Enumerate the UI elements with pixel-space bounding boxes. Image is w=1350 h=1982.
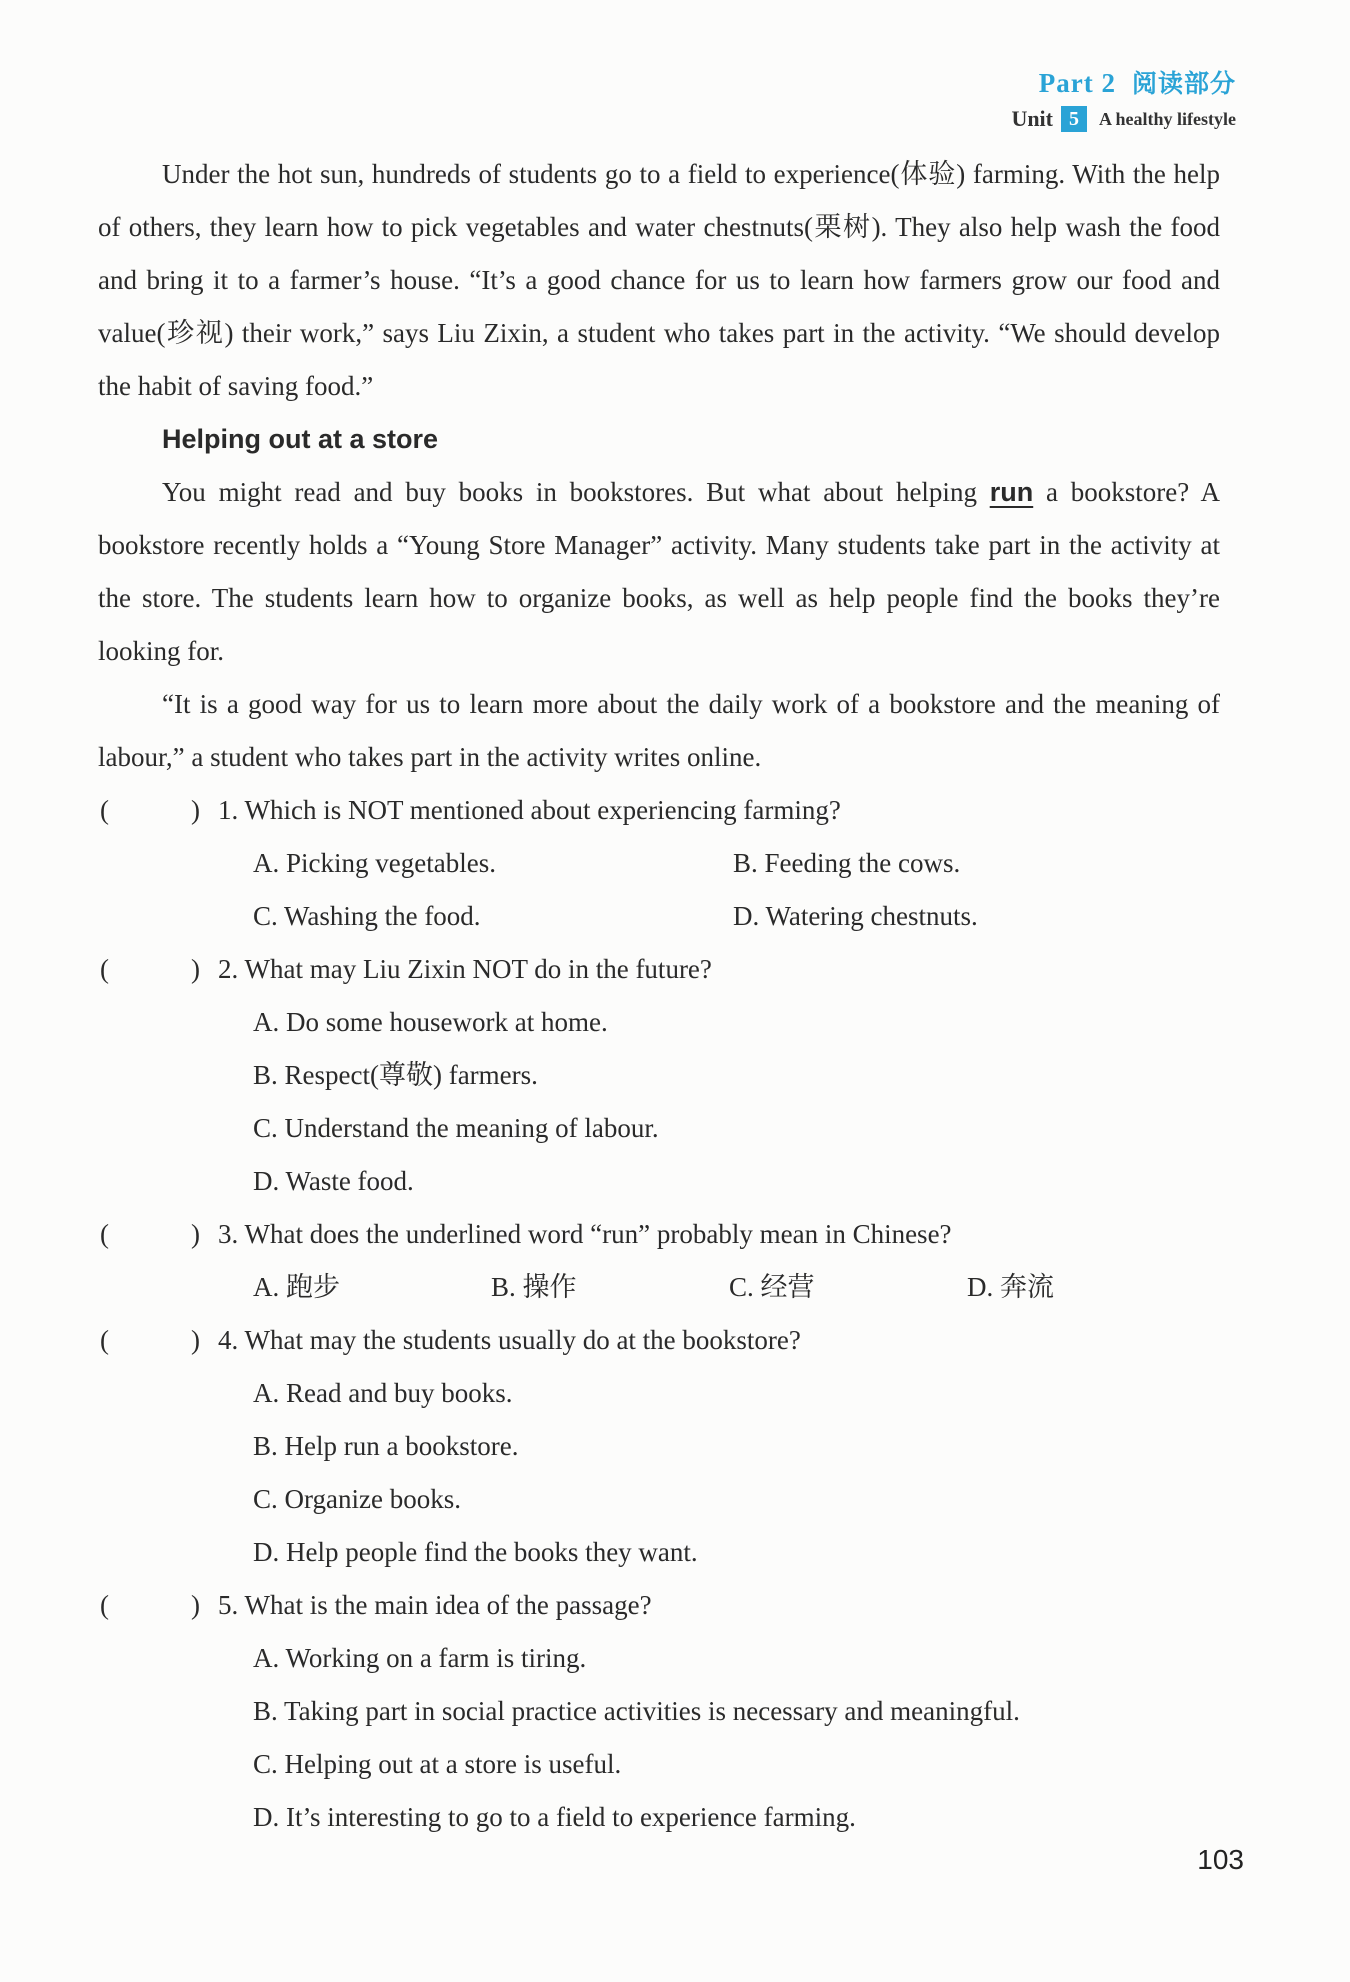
unit-heading	[1011, 106, 1236, 132]
option-b: B. Respect(尊敬) farmers.	[253, 1060, 538, 1090]
option-a: A. Picking vegetables.	[253, 848, 496, 878]
passage-subheading: Helping out at a store	[162, 424, 439, 454]
section-label-cn: 阅读部分	[1131, 69, 1236, 98]
option-c: C. Washing the food.	[253, 901, 481, 931]
passage-paragraph-2	[98, 466, 1220, 678]
paragraph-2-text-start: You might read and buy books in bookstores. But what about helping	[162, 477, 990, 507]
question-3	[98, 1208, 1220, 1314]
part-heading	[1039, 64, 1236, 100]
option-b: B. Help run a bookstore.	[253, 1431, 519, 1461]
question-1	[98, 784, 1220, 943]
answer-blank[interactable]: ( )	[100, 1325, 200, 1355]
question-stem: 3. What does the underlined word “run” probably mean in Chinese?	[218, 1219, 952, 1249]
page-number: 103	[1197, 1844, 1244, 1875]
unit-topic: A healthy lifestyle	[1099, 108, 1236, 129]
underlined-word: run	[989, 477, 1034, 507]
option-c: C. 经营	[729, 1272, 815, 1302]
passage-paragraph-3: “It is a good way for us to learn more about the daily work of a bookstore and the meaning of labour,” a student who takes part in the activity writes online.	[98, 689, 1220, 772]
paragraph-2-text-end: a bookstore? A bookstore recently holds a “Young Store Manager” activity. Many students take part in the activity at the store. The students learn how to organize books, as well as help people find the books they’re looking for.	[98, 477, 1220, 666]
question-stem: 5. What is the main idea of the passage?	[218, 1590, 652, 1620]
option-b: B. Feeding the cows.	[733, 848, 961, 878]
option-b: B. 操作	[491, 1272, 577, 1302]
reading-passage	[98, 148, 1220, 784]
option-a: A. Do some housework at home.	[253, 1007, 608, 1037]
part-label: Part 2	[1038, 68, 1116, 98]
unit-label: Unit	[1011, 106, 1053, 131]
option-d: D. Help people find the books they want.	[253, 1537, 698, 1567]
answer-blank[interactable]: ( )	[100, 954, 200, 984]
unit-number-badge: 5	[1061, 106, 1087, 132]
option-a: A. 跑步	[253, 1272, 340, 1302]
option-d: D. Watering chestnuts.	[733, 901, 978, 931]
option-a: A. Read and buy books.	[253, 1378, 513, 1408]
question-4	[98, 1314, 1220, 1579]
option-a: A. Working on a farm is tiring.	[253, 1643, 587, 1673]
question-stem: 4. What may the students usually do at the bookstore?	[218, 1325, 801, 1355]
option-d: D. Waste food.	[253, 1166, 414, 1196]
question-stem: 2. What may Liu Zixin NOT do in the future?	[218, 954, 712, 984]
option-b: B. Taking part in social practice activities is necessary and meaningful.	[253, 1696, 1020, 1726]
question-5	[98, 1579, 1220, 1844]
option-d: D. 奔流	[967, 1272, 1054, 1302]
question-2	[98, 943, 1220, 1208]
answer-blank[interactable]: ( )	[100, 795, 200, 825]
option-d: D. It’s interesting to go to a field to experience farming.	[253, 1802, 856, 1832]
question-stem: 1. Which is NOT mentioned about experiencing farming?	[218, 795, 841, 825]
answer-blank[interactable]: ( )	[100, 1590, 200, 1620]
option-c: C. Helping out at a store is useful.	[253, 1749, 622, 1779]
option-c: C. Organize books.	[253, 1484, 461, 1514]
passage-paragraph-1: Under the hot sun, hundreds of students go to a field to experience(体验) farming. With the help of others, they learn how to pick vegetables and water chestnuts(栗树). They also help wash the food and bring it to a farmer’s house. “It’s a good chance for us to learn how farmers grow our food and value(珍视) their work,” says Liu Zixin, a student who takes part in the activity. “We should develop the habit of saving food.”	[98, 159, 1220, 401]
option-c: C. Understand the meaning of labour.	[253, 1113, 659, 1143]
question-list	[98, 784, 1220, 1844]
answer-blank[interactable]: ( )	[100, 1219, 200, 1249]
